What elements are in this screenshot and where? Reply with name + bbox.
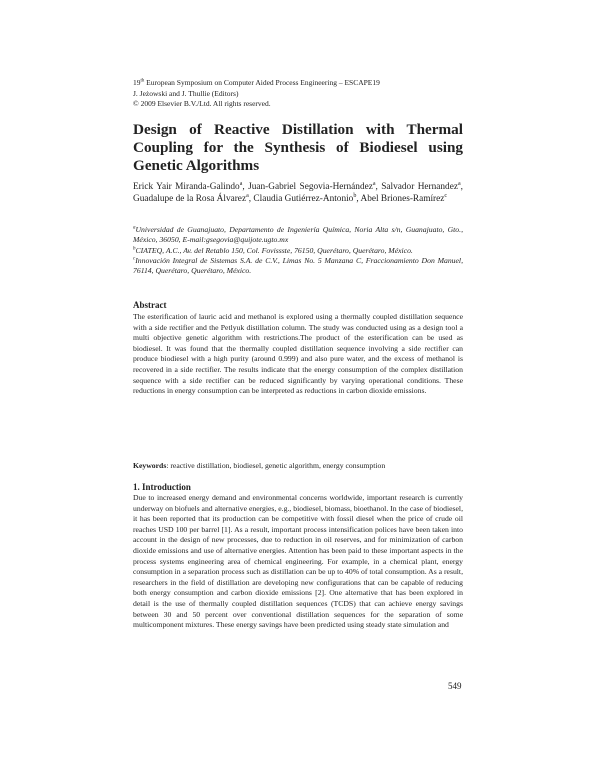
- conference-header: [133, 78, 463, 110]
- header-line-2: J. Jeżowski and J. Thullie (Editors): [133, 88, 239, 98]
- keywords-label: Keywords: [133, 461, 167, 470]
- affiliation: $^b$CIATEQ, A.C., Av. del Retablo 150, Col. Fovissste, 76150, Querétaro, Querétaro, México.: [133, 245, 413, 255]
- author: Claudia Gutiérrez-Antonio$^b$: [253, 193, 357, 205]
- keywords-list: : reactive distillation, biodiesel, genetic algorithm, energy consumption: [166, 461, 386, 470]
- author: Juan-Gabriel Segovia-Hernández$^a$: [248, 180, 376, 192]
- author: Abel Briones-Ramírez$^c$: [360, 193, 448, 205]
- author: Erick Yair Miranda-Galindo$^a$: [133, 180, 243, 192]
- affiliation: $^a$Universidad de Guanajuato, Departamento de Ingeniería Química, Noria Alta s/n, Guanajuato, Gto., México, 36050, E-mail:gsegovia@quijote.ugto.mx: [133, 225, 463, 245]
- paper-title: Design of Reactive Distillation with Thermal Coupling for the Synthesis of Biodiesel using Genetic Algorithms: [133, 121, 463, 174]
- author: Salvador Hernandez$^a$: [381, 180, 461, 192]
- abstract-heading: Abstract: [133, 300, 167, 310]
- introduction-text: Due to increased energy demand and environmental concerns worldwide, important research is currently underway on biofuels and alternative energies, e.g., biodiesel, biomass, bioethanol. In the case of biodiesel, it has been reported that its production can be competitive with fossil diesel when the price of crude oil reaches USD 100 per barrel [1]. As a result, important process intensification polices have been taken into account in the design of new processes, due to reduction in oil reserves, and for minimization of carbon dioxide emissions and use of alternative energies. Attention has been paid to these important aspects in the process systems engineering area of chemical engineering. For example, in a chemical plant, energy consumption in a separation process such as distillation can be up to 40% of total consumption. As a result, researchers in the field of distillation are developing new configurations that can be capable of reducing both energy consumption and carbon dioxide emissions [2]. One alternative that has been explored in detail is the use of thermally coupled distillation sequences (TCDS) that can achieve energy savings between 30 and 50 percent over conventional distillation sequences for the separation of some multicomponent mixtures. These energy savings have been predicted using steady state simulation and: [133, 493, 463, 630]
- page-number: 549: [448, 681, 462, 691]
- author: Guadalupe de la Rosa Álvarez$^a$: [133, 193, 249, 205]
- header-line-1: 19th European Symposium on Computer Aided Process Engineering – ESCAPE19: [133, 78, 380, 87]
- section-heading-introduction: 1. Introduction: [133, 482, 191, 492]
- affiliations: [133, 225, 463, 276]
- affiliation: $^c$Innovación Integral de Sistemas S.A. de C.V., Limas No. 5 Manzana C, Fraccionamiento Don Manuel, 76114, Querétaro, Querétaro, México.: [133, 255, 463, 276]
- keywords: [133, 461, 463, 472]
- header-line-3: © 2009 Elsevier B.V./Ltd. All rights reserved.: [133, 99, 271, 108]
- author-list: Erick Yair Miranda-Galindo$^a$, Juan-Gabriel Segovia-Hernández$^a$, Salvador Hernandez$^a$, Guadalupe de la Rosa Álvarez$^a$, Claudia Gutiérrez-Antonio$^b$, Abel Briones-Ramírez$^c$: [133, 180, 463, 205]
- abstract-text: The esterification of lauric acid and methanol is explored using a thermally coupled distillation sequence with a side rectifier and the Petlyuk distillation column. The study was conducted using as a design tool a multi objective genetic algorithm with restrictions.The product of the esterification can be used as biodiesel. It was found that the thermally coupled distillation sequence involving a side rectifier can produce biodiesel with a high purity (around 0.999) and also pure water, and the excess of methanol is recovered in a side rectifier. The results indicate that the energy consumption of the complex distillation sequence with a side rectifier can be reduced significantly by varying operational conditions. These reductions in energy consumption can be interpreted as reductions in carbon dioxide emissions.: [133, 312, 463, 396]
